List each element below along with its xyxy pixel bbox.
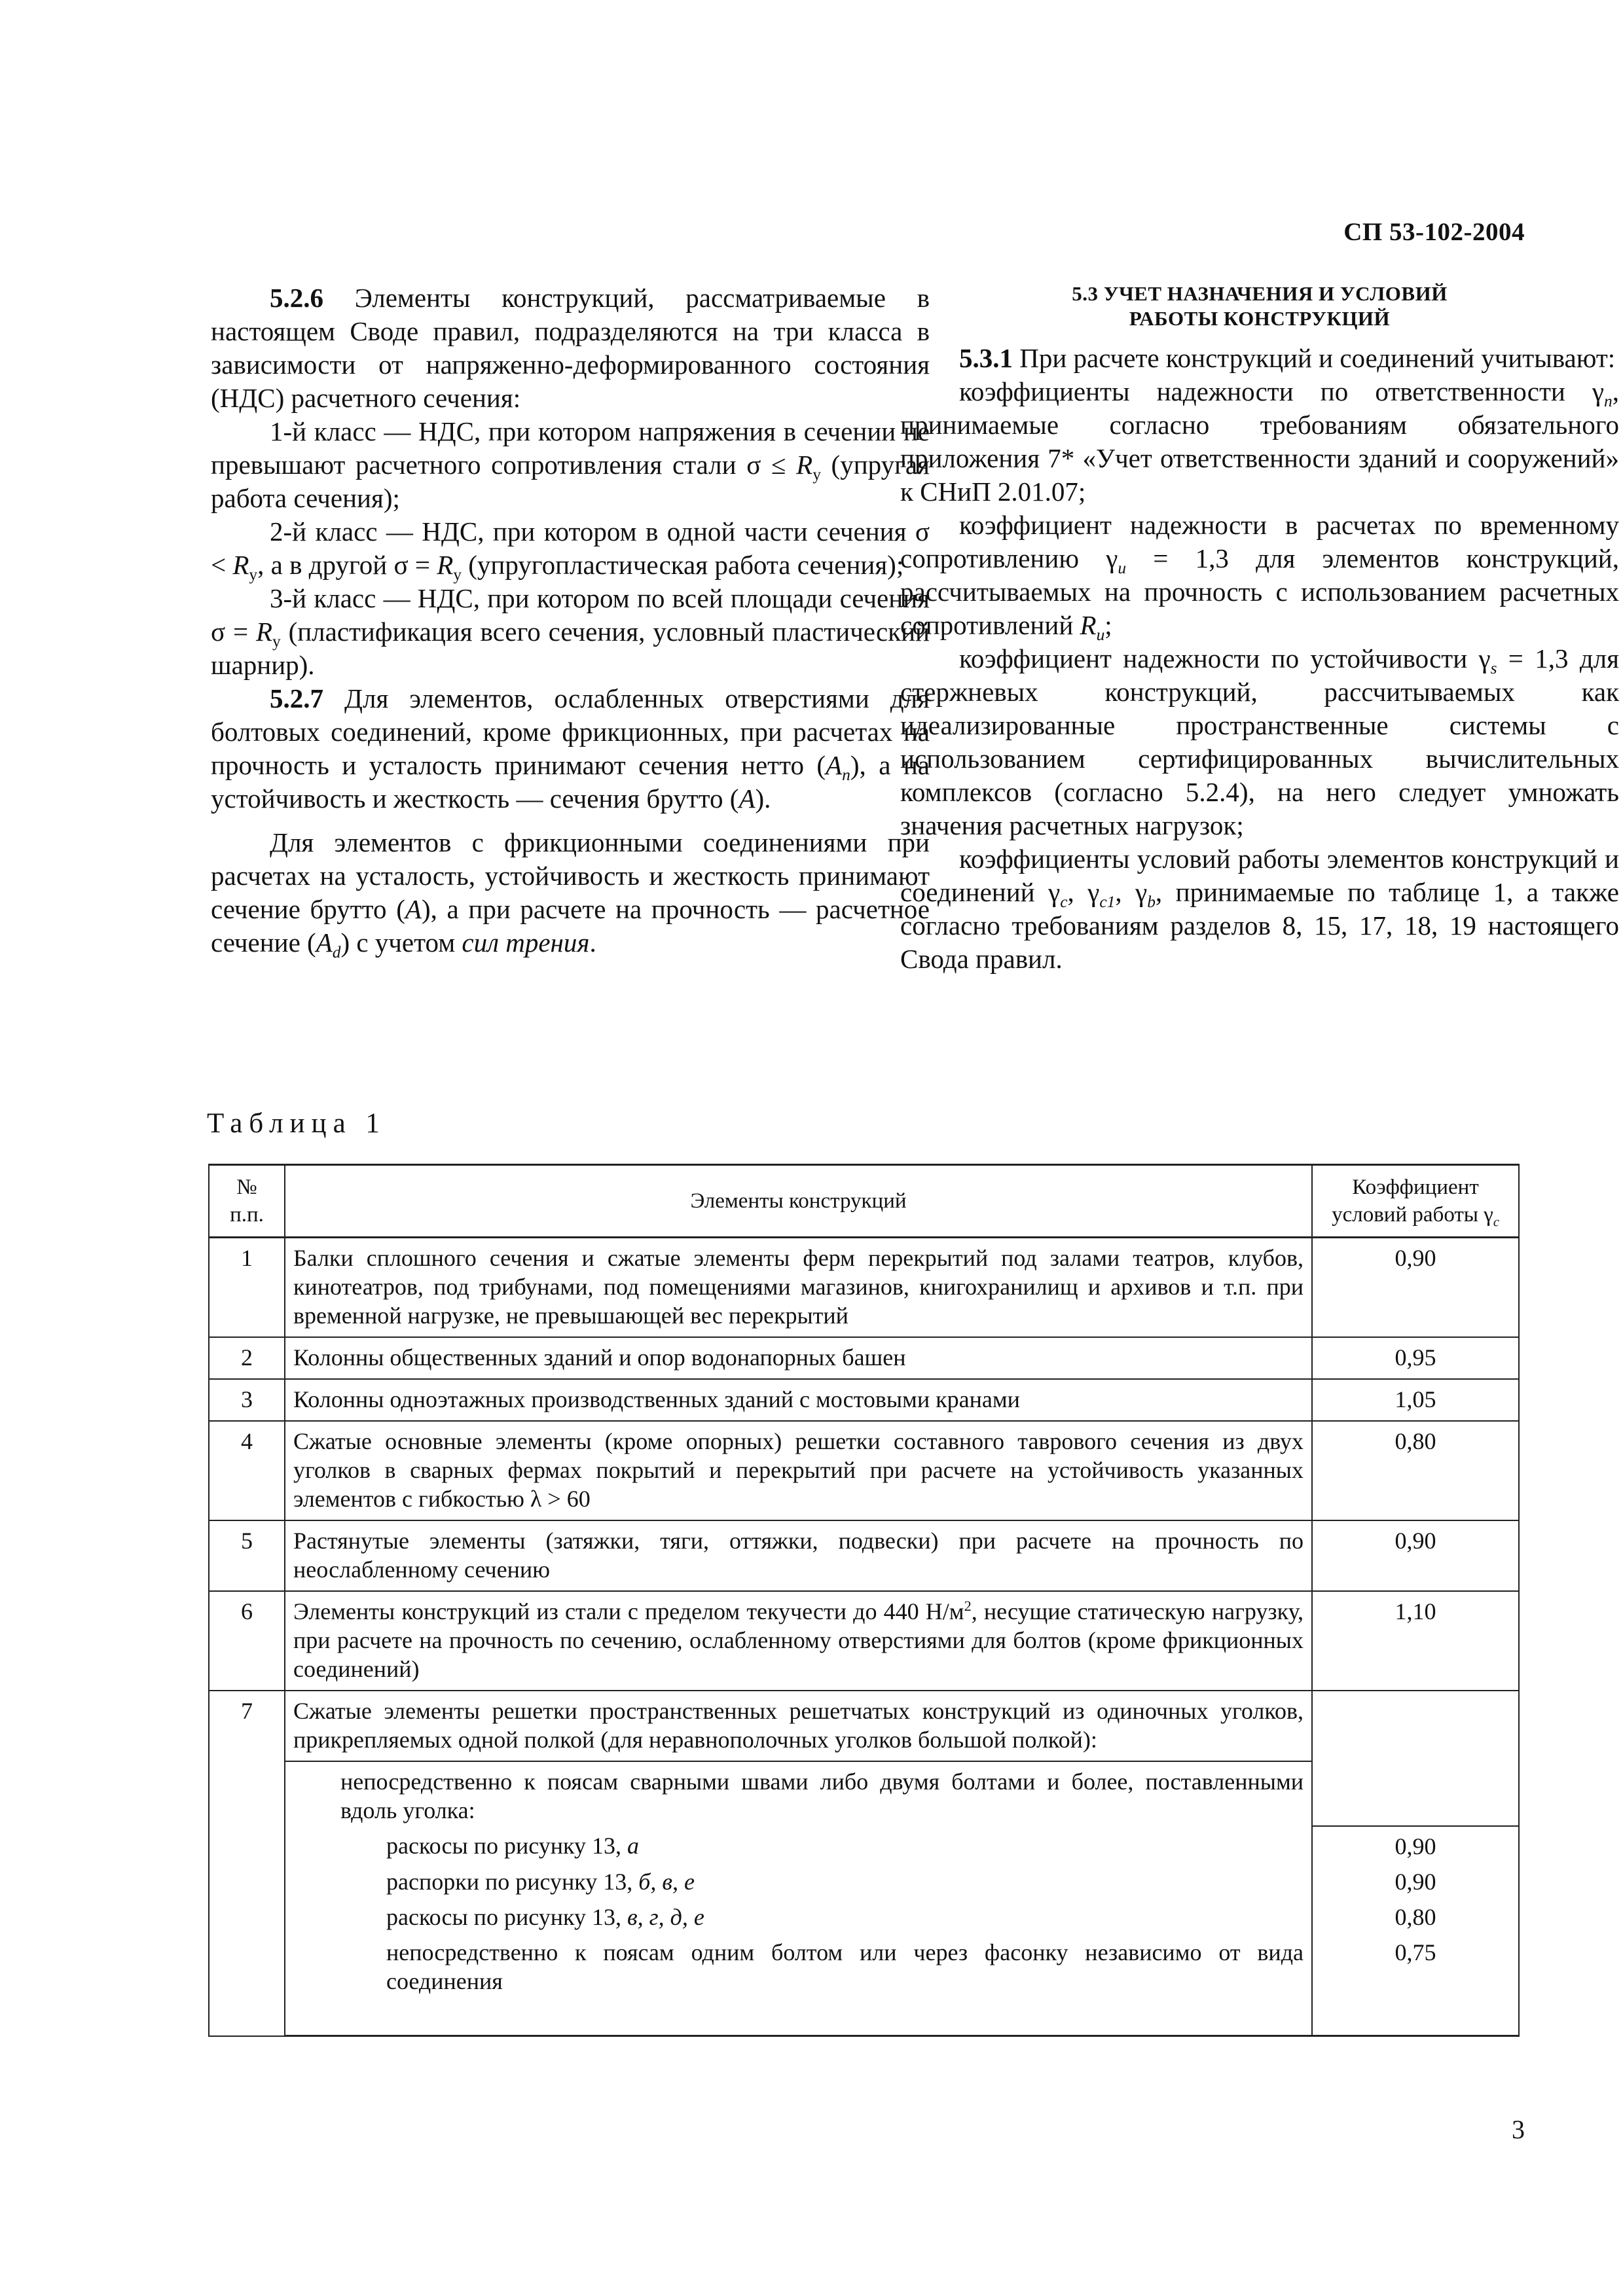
table-row: 1 Балки сплошного сечения и сжатые элементы ферм перекрытий под залами театров, клубов, кинотеатров, под трибунами, под помещениями магазинов, книгохранилищ и архивов и т.п. при временной нагрузке, не превышающей вес перекрытий 0,90 bbox=[209, 1238, 1519, 1338]
left-column bbox=[211, 281, 930, 960]
header-elements: Элементы конструкций bbox=[285, 1165, 1312, 1238]
table-header-row bbox=[209, 1165, 1519, 1238]
header-coefficient: Коэффициент условий работы $\gamma_c$ bbox=[1312, 1165, 1519, 1238]
table-row: 6 Элементы конструкций из стали с пределом текучести до 440 $Н/м^2$, несущие статическую нагрузку, при расчете на прочность по сечению, ослабленному отверстиями для болтов (кроме фрикционных соединений) 1,10 bbox=[209, 1591, 1519, 1691]
paragraph-gamma-s: коэффициент надежности по устойчивости $\gamma_s = 1,3$ для стержневых конструкций, рассчитываемых как идеализированные пространственные системы с использованием сертифицированных вычислительных комплексов (согласно 5.2.4), на него следует умножать значения расчетных нагрузок; bbox=[900, 643, 1619, 840]
table-subrow: раскосы по рисунку 13, а 0,90 bbox=[209, 1826, 1519, 1862]
paragraph-5-2-6: 5.2.6 Элементы конструкций, рассматриваемые в настоящем Своде правил, подразделяются на три класса в зависимости от напряженно-деформированного состояния (НДС) расчетного сечения: bbox=[211, 283, 930, 413]
table-row: 4 Сжатые основные элементы (кроме опорных) решетки составного таврового сечения из двух уголков в сварных фермах покрытий и перекрытий при расчете на устойчивость указанных элементов с гибкостью λ > 60 0,80 bbox=[209, 1421, 1519, 1520]
table-row: 7 Сжатые элементы решетки пространственных решетчатых конструкций из одиночных уголков, прикрепляемых одной полкой (для неравнополочных уголков большой полкой): bbox=[209, 1691, 1519, 1761]
paragraph-5-2-7: 5.2.7 Для элементов, ослабленных отверстиями для болтовых соединений, кроме фрикционных, при расчетах на прочность и усталость принимают сечения нетто $(A_n)$, а на устойчивость и жесткость — сечения брутто (A). bbox=[211, 683, 930, 814]
header-num: № п.п. bbox=[209, 1165, 285, 1238]
paragraph-friction: Для элементов с фрикционными соединениями при расчетах на усталость, устойчивость и жесткость принимают сечение брутто (A), а при расчете на прочность — расчетное сечение $(A_d)$ с учетом сил трения. bbox=[211, 827, 930, 962]
table-subrow: непосредственно к поясам сварными швами либо двумя болтами и более, поставленными вдоль уголка: bbox=[209, 1761, 1519, 1826]
document-code: СП 53-102-2004 bbox=[1343, 218, 1525, 246]
paragraph-5-3-1: 5.3.1 При расчете конструкций и соединений учитывают: bbox=[959, 343, 1616, 373]
table-caption: Таблица 1 bbox=[207, 1108, 386, 1139]
paragraph-gamma-c: коэффициенты условий работы элементов конструкций и соединений $\gamma_c$, $\gamma_{c1}$, $\gamma_b$, принимаемые по таблице 1, а также согласно требованиям разделов 8, 15, 17, 18, 19 настоящего Свода правил. bbox=[900, 844, 1619, 974]
table-subrow: раскосы по рисунку 13, в, г, д, е 0,80 bbox=[209, 1897, 1519, 1933]
paragraph-gamma-n: коэффициенты надежности по ответственности $\gamma_n$, принимаемые согласно требованиям обязательного приложения 7* «Учет ответственности зданий и сооружений» к СНиП 2.01.07; bbox=[900, 376, 1619, 507]
clause-number: 5.2.6 bbox=[270, 283, 323, 313]
paragraph-class-1: 1-й класс — НДС, при котором напряжения в сечении не превышают расчетного сопротивления стали $\sigma \le R_y$ (упругая работа сечения); bbox=[211, 416, 930, 513]
table-row: 5 Растянутые элементы (затяжки, тяги, оттяжки, подвески) при расчете на прочность по неослабленному сечению 0,90 bbox=[209, 1520, 1519, 1591]
table-1 bbox=[208, 1164, 1520, 2037]
page-number: 3 bbox=[1512, 2115, 1525, 2144]
table-row: 3 Колонны одноэтажных производственных зданий с мостовыми кранами 1,05 bbox=[209, 1379, 1519, 1421]
paragraph-gamma-u: коэффициент надежности в расчетах по временному сопротивлению $\gamma_u = 1,3$ для элементов конструкций, рассчитываемых на прочность с использованием расчетных сопротивлений $R_u$; bbox=[900, 510, 1619, 645]
section-heading-5-3: 5.3 УЧЕТ НАЗНАЧЕНИЯ И УСЛОВИЙ РАБОТЫ КОНСТРУКЦИЙ bbox=[1072, 282, 1448, 330]
clause-number: 5.3.1 bbox=[959, 343, 1013, 373]
table-row: 2 Колонны общественных зданий и опор водонапорных башен 0,95 bbox=[209, 1337, 1519, 1379]
table-subrow: непосредственно к поясам одним болтом или через фасонку независимо от вида соединения 0,75 bbox=[209, 1933, 1519, 2036]
clause-number: 5.2.7 bbox=[270, 683, 323, 713]
paragraph-class-2: 2-й класс — НДС, при котором в одной части сечения $\sigma < R_y$, а в другой $\sigma = R_y$ (упругопластическая работа сечения); bbox=[211, 516, 930, 584]
right-column bbox=[900, 281, 1619, 976]
paragraph-class-3: 3-й класс — НДС, при котором по всей площади сечения $\sigma = R_y$ (пластификация всего сечения, условный пластический шарнир). bbox=[211, 583, 930, 680]
table-subrow: распорки по рисунку 13, б, в, е 0,90 bbox=[209, 1862, 1519, 1897]
